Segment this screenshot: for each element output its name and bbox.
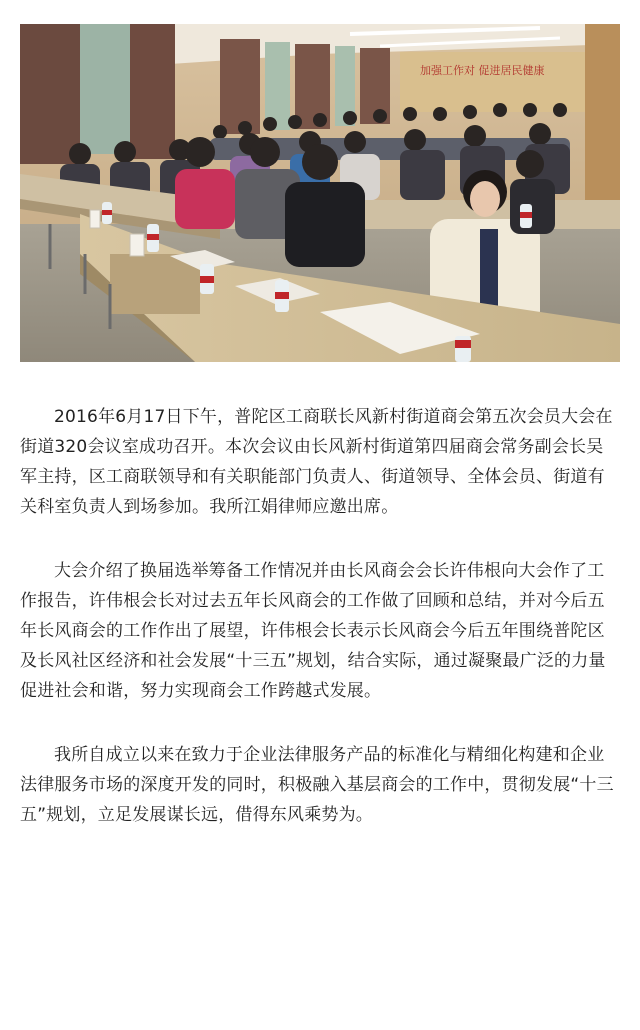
article-paragraph-3: 我所自成立以来在致力于企业法律服务产品的标准化与精细化构建和企业法律服务市场的深度开发的同时，积极融入基层商会的工作中，贯彻发展“十三五”规划，立足发展谋长远，借得东风乘势为。 [20,745,614,825]
article-paragraph-2: 大会介绍了换届选举筹备工作情况并由长风商会会长许伟根向大会作了工作报告，许伟根会长对过去五年长风商会的工作做了回顾和总结，并对今后五年长风商会的工作作出了展望，许伟根会长表示长风商会今后五年围绕普陀区及长风社区经济和社会发展“十三五”规划，结合实际，通过凝聚最广泛的力量促进社会和谐，努力实现商会工作跨越式发展。 [20,561,606,701]
wall-banner-text: 加强工作对 促进居民健康 [420,64,545,77]
article-paragraph-1: 2016年6月17日下午，普陀区工商联长风新村街道商会第五次会员大会在街道320会议室成功召开。本次会议由长风新村街道第四届商会常务副会长吴军主持，区工商联领导和有关职能部门负责人、街道领导、全体会员、街道有关科室负责人到场参加。我所江娟律师应邀出席。 [20,407,613,517]
article-body [20,380,620,864]
meeting-photo [20,24,620,362]
